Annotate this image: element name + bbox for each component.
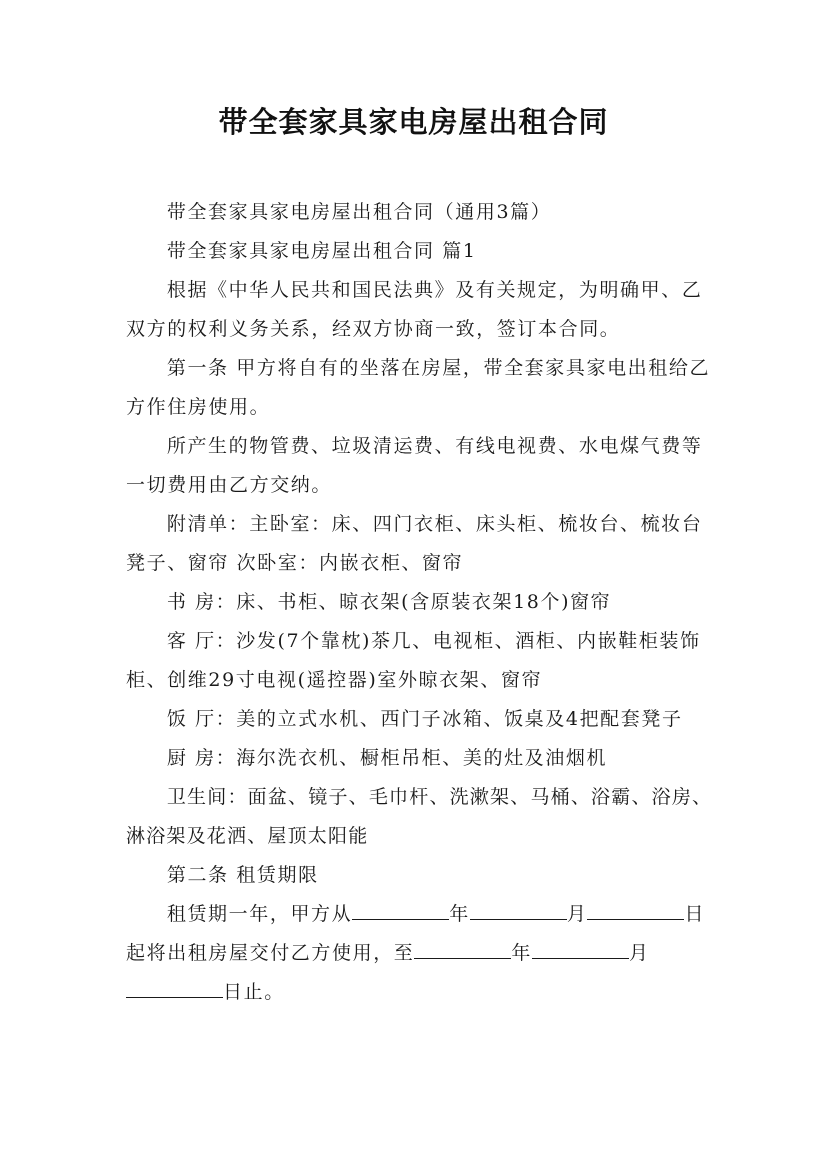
lease-text-end: 日止。: [223, 981, 285, 1003]
lease-year-label-2: 年: [511, 942, 533, 964]
paragraph-inventory-bathroom: 卫生间：面盆、镜子、毛巾杆、洗漱架、马桶、浴霸、浴房、淋浴架及花洒、屋顶太阳能: [126, 786, 713, 847]
paragraph-inventory-bedrooms: 附清单：主卧室：床、四门衣柜、床头柜、梳妆台、梳妆台凳子、窗帘 次卧室：内嵌衣柜、窗帘: [126, 513, 703, 574]
lease-month-label-2: 月: [629, 942, 650, 964]
paragraph-inventory-dining-room: 饭 厅：美的立式水机、西门子冰箱、饭桌及4把配套凳子: [166, 708, 683, 730]
lease-text-handover: 日起将出租房屋交付乙方使用，至: [126, 903, 706, 964]
paragraph-section-heading: 带全套家具家电房屋出租合同 篇1: [166, 240, 477, 262]
blank-end-year: [414, 934, 511, 959]
paragraph-inventory-kitchen: 厨 房：海尔洗衣机、橱柜吊柜、美的灶及油烟机: [166, 747, 608, 769]
paragraph-article-2: 第二条 租赁期限: [166, 864, 319, 886]
lease-text-start: 租赁期一年，甲方从: [166, 903, 353, 925]
paragraph-fees: 所产生的物管费、垃圾清运费、有线电视费、水电煤气费等一切费用由乙方交纳。: [126, 435, 703, 496]
blank-end-day: [126, 973, 223, 998]
paragraph-inventory-study: 书 房：床、书柜、晾衣架(含原装衣架18个)窗帘: [166, 591, 612, 613]
document-title: 带全套家具家电房屋出租合同: [218, 105, 609, 139]
document-body: [126, 193, 716, 1012]
blank-end-month: [532, 934, 629, 959]
blank-start-year: [352, 895, 449, 920]
lease-month-label-1: 月: [566, 903, 588, 925]
paragraph-lease-term: [126, 895, 716, 1012]
paragraph-article-1: 第一条 甲方将自有的坐落在房屋，带全套家具家电出租给乙方作住房使用。: [126, 357, 711, 418]
paragraph-preamble: 根据《中华人民共和国民法典》及有关规定，为明确甲、乙双方的权利义务关系，经双方协商一致，签订本合同。: [126, 279, 703, 340]
paragraph-inventory-living-room: 客 厅：沙发(7个靠枕)茶几、电视柜、酒柜、内嵌鞋柜装饰柜、创维29寸电视(遥控器)室外晾衣架、窗帘: [126, 630, 701, 691]
blank-start-month: [470, 895, 567, 920]
lease-year-label-1: 年: [449, 903, 470, 925]
paragraph-subtitle: 带全套家具家电房屋出租合同（通用3篇）: [166, 201, 552, 223]
blank-start-day: [587, 895, 684, 920]
